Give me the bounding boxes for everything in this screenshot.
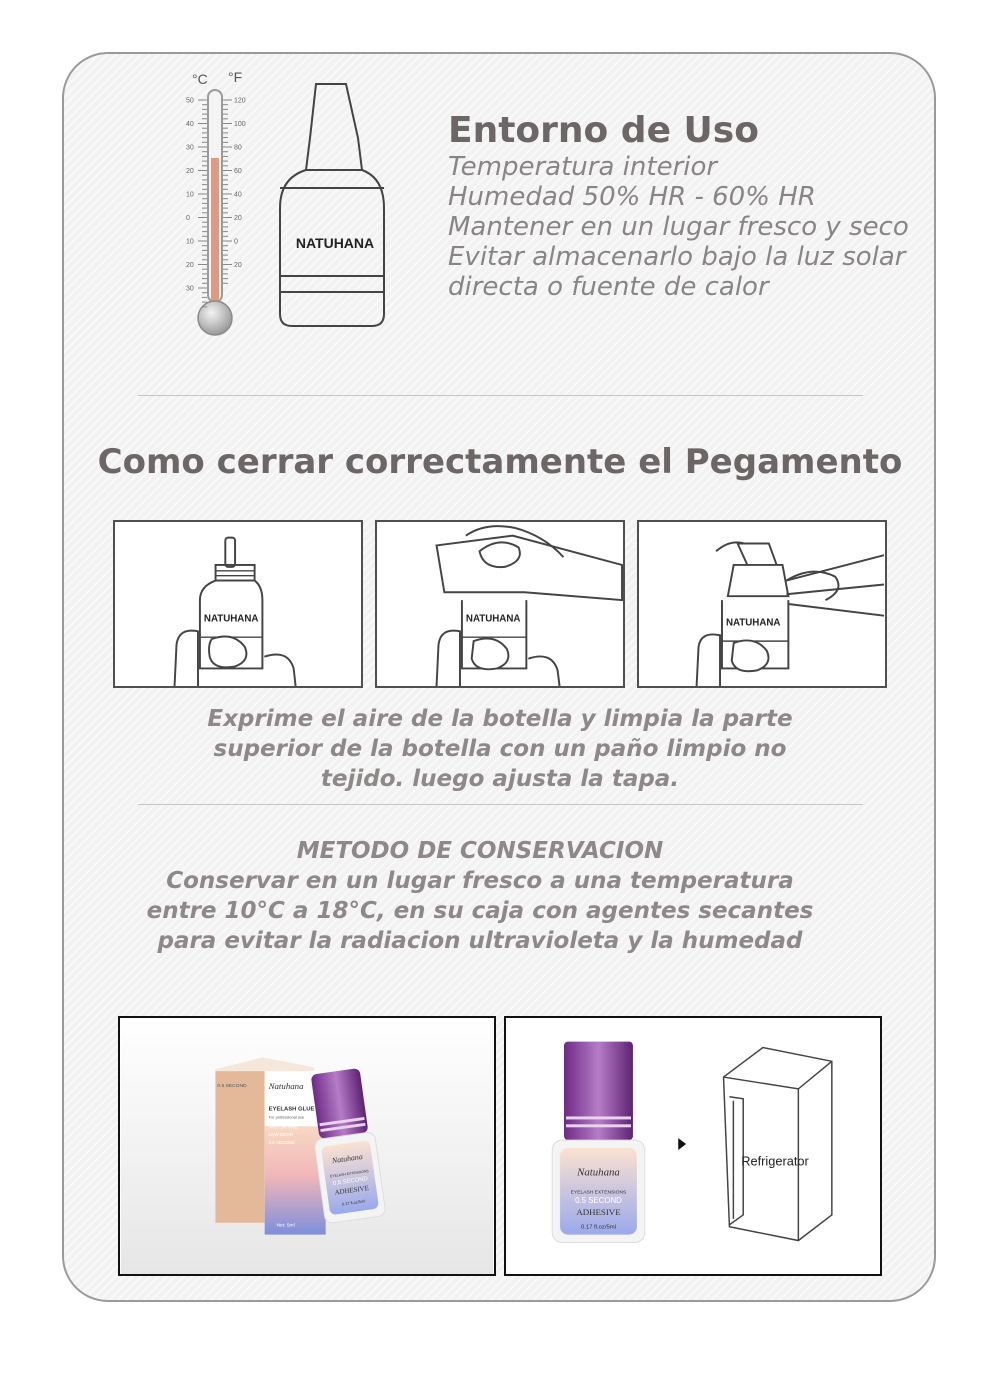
step-1-brand: NATUHANA [203,613,259,625]
fahrenheit-tick-label: 0 [234,238,238,246]
environment-line-humidity: Humedad 50% HR - 60% HR [448,182,816,212]
photo-bottle-type: ADHESIVE [334,1184,370,1197]
celsius-tick-label: 20 [186,262,194,269]
box-brand-label: Natuhana [268,1080,304,1091]
fahrenheit-tick-label: 20 [234,215,242,222]
fahrenheit-tick-label: 60 [234,168,242,175]
thermometer-icon [180,64,260,344]
environment-line-avoid-sun: Evitar almacenarlo bajo la luz solar [448,242,906,272]
section-divider [138,804,863,805]
fridge-bottle-type: ADHESIVE [576,1206,621,1217]
environment-line-keep-cool: Mantener en un lugar fresco y seco [448,212,909,242]
bottle-brand-label: NATUHANA [295,235,375,251]
arrow-right-icon [678,1138,686,1150]
box-net-label: Net: 5ml [276,1223,295,1229]
box-product-label: EYELASH GLUE [268,1106,315,1113]
photo-bottle-brand: Natuhana [331,1151,364,1166]
closing-step-3-illustration [637,520,887,688]
step-2-brand: NATUHANA [465,613,521,625]
fridge-bottle-volume: 0.17 fl.oz/5ml [580,1224,617,1231]
environment-line-temperature: Temperatura interior [448,152,718,182]
conservation-line-3: para evitar la radiacion ultravioleta y la humedad [157,928,803,954]
celsius-tick-label: 40 [186,121,194,128]
fahrenheit-unit: °F [228,69,243,85]
celsius-tick-label: 30 [186,144,194,152]
celsius-tick-label: 0 [186,215,190,222]
conservation-line-2: entre 10°C a 18°C, en su caja con agentes secantes [146,898,814,924]
box-feature-1: FAST DRYING [268,1124,298,1130]
photo-bottle-volume: 0.17 fl.oz/5ml [341,1198,366,1207]
box-sub-label: For professional use [268,1114,305,1120]
conservation-line-1: Conservar en un lugar fresco a una temperatura [166,868,794,894]
celsius-tick-label: 50 [186,97,194,105]
box-feature-3: 0.5 SECOND [268,1140,295,1146]
photo-bottle-speed: 0.5 SECOND [332,1176,369,1187]
celsius-tick-label: 20 [186,168,194,175]
section-divider [138,395,863,396]
celsius-tick-label: 10 [186,191,194,199]
box-time-label: 0.5 SECOND [217,1083,247,1089]
environment-line-heat-source: directa o fuente de calor [448,272,769,302]
closing-caption-line-1: Exprime el aire de la botella y limpia la parte [207,706,793,732]
celsius-unit: °C [192,71,208,87]
environment-title: Entorno de Uso [448,110,759,151]
photo-bottle-line: EYELASH EXTENSIONS [329,1169,369,1179]
closing-caption-line-3: tejido. luego ajusta la tapa. [320,766,680,792]
fahrenheit-tick-label: 100 [234,121,246,128]
celsius-tick-label: 30 [186,285,194,293]
closing-step-1-illustration [113,520,363,688]
glue-bottle-illustration [272,82,392,332]
fahrenheit-tick-label: 20 [234,262,242,269]
refrigerator-label: Refrigerator [741,1153,809,1169]
box-feature-2: LOW ODOR [268,1132,294,1138]
fridge-storage-photo [504,1016,882,1276]
fridge-bottle-line: EYELASH EXTENSIONS [570,1190,627,1196]
celsius-tick-label: 10 [186,238,194,246]
fahrenheit-tick-label: 120 [234,97,246,105]
fridge-bottle-speed: 0.5 SECOND [575,1196,622,1206]
closing-caption-line-2: superior de la botella con un paño limpio no [213,736,787,762]
fahrenheit-tick-label: 80 [234,144,242,152]
fridge-bottle-brand: Natuhana [577,1166,620,1179]
conservation-heading: METODO DE CONSERVACION [296,838,664,864]
step-3-brand: NATUHANA [725,617,781,629]
fahrenheit-tick-label: 40 [234,191,242,199]
closing-title: Como cerrar correctamente el Pegamento [97,442,903,482]
product-photo [118,1016,496,1276]
closing-step-2-illustration [375,520,625,688]
